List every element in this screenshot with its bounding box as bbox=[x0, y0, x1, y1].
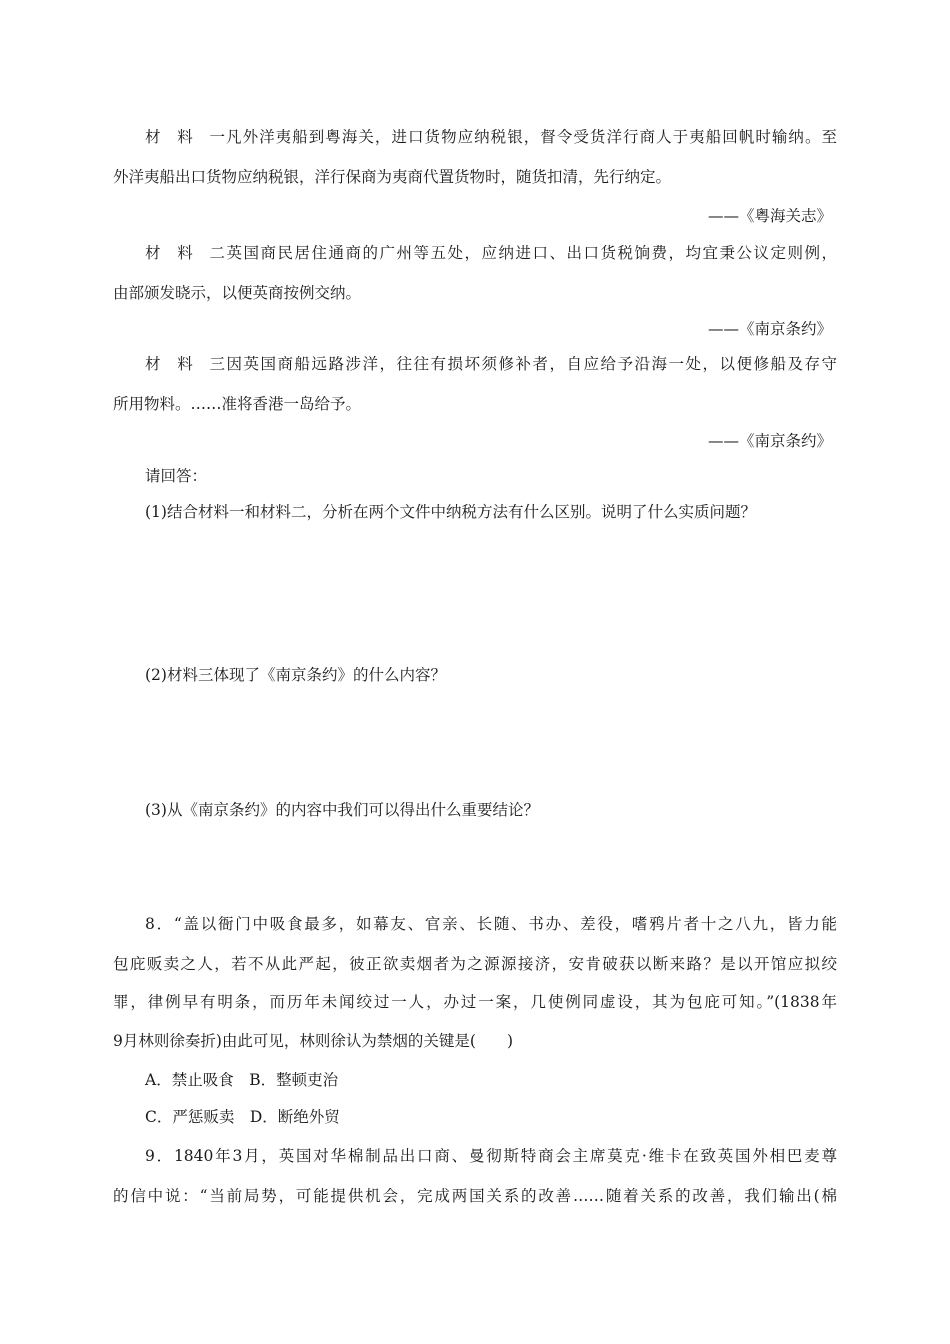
material-2-label: 材料二 bbox=[145, 244, 225, 262]
material-1-line-1 bbox=[145, 126, 837, 148]
material-3-label: 材料三 bbox=[145, 355, 225, 373]
q8-line-1: 8．“盖以衙门中吸食最多，如幕友、官亲、长随、书办、差役，嗜鸦片者十之八九，皆力能 bbox=[145, 915, 837, 933]
q8-options-row-1: A．禁止吸食 B．整顿吏治 bbox=[145, 1071, 339, 1089]
material-1-text: 凡外洋夷船到粤海关，进口货物应纳税银，督令受货洋行商人于夷船回帆时输纳。至 bbox=[225, 128, 837, 146]
answer-prompt: 请回答： bbox=[145, 467, 208, 485]
material-1-source: ——《粤海关志》 bbox=[707, 207, 832, 225]
q9-line-1: 9．1840年3月，英国对华棉制品出口商、曼彻斯特商会主席莫克·维卡在致英国外相巴麦尊 bbox=[145, 1147, 837, 1165]
q8-line-3: 罪，律例早有明条，而历年未闻绞过一人，办过一案，几使例同虚设，其为包庇可知。”(1838年 bbox=[113, 993, 837, 1011]
material-2-source: ——《南京条约》 bbox=[707, 320, 832, 338]
material-3-source: ——《南京条约》 bbox=[707, 432, 832, 450]
q8-line-2: 包庇贩卖之人，若不从此严起，彼正欲卖烟者为之源源接济，安肯破获以断来路？是以开馆应拟绞 bbox=[113, 955, 837, 973]
question-2: (2)材料三体现了《南京条约》的什么内容？ bbox=[145, 666, 446, 684]
q8-line-4: 9月林则徐奏折)由此可见，林则徐认为禁烟的关键是( ) bbox=[113, 1032, 514, 1050]
q9-line-2: 的信中说：“当前局势，可能提供机会，完成两国关系的改善……随着关系的改善，我们输出(棉 bbox=[113, 1187, 837, 1205]
material-2-text: 英国商民居住通商的广州等五处，应纳进口、出口货税饷费，均宜秉公议定则例， bbox=[225, 244, 837, 262]
material-3-line-1 bbox=[145, 353, 837, 375]
material-2-line-1 bbox=[145, 242, 837, 264]
question-1: (1)结合材料一和材料二，分析在两个文件中纳税方法有什么区别。说明了什么实质问题？ bbox=[145, 503, 756, 521]
material-1-label: 材料一 bbox=[145, 128, 225, 146]
material-1-line-2: 外洋夷船出口货物应纳税银，洋行保商为夷商代置货物时，随货扣清，先行纳定。 bbox=[113, 168, 672, 186]
q8-options-row-2: C．严惩贩卖 D．断绝外贸 bbox=[145, 1108, 340, 1126]
material-3-text: 因英国商船远路涉洋，往往有损坏须修补者，自应给予沿海一处，以便修船及存守 bbox=[225, 355, 837, 373]
material-3-line-2: 所用物料。……准将香港一岛给予。 bbox=[113, 395, 362, 413]
material-2-line-2: 由部颁发晓示，以便英商按例交纳。 bbox=[113, 284, 362, 302]
question-3: (3)从《南京条约》的内容中我们可以得出什么重要结论？ bbox=[145, 801, 539, 819]
